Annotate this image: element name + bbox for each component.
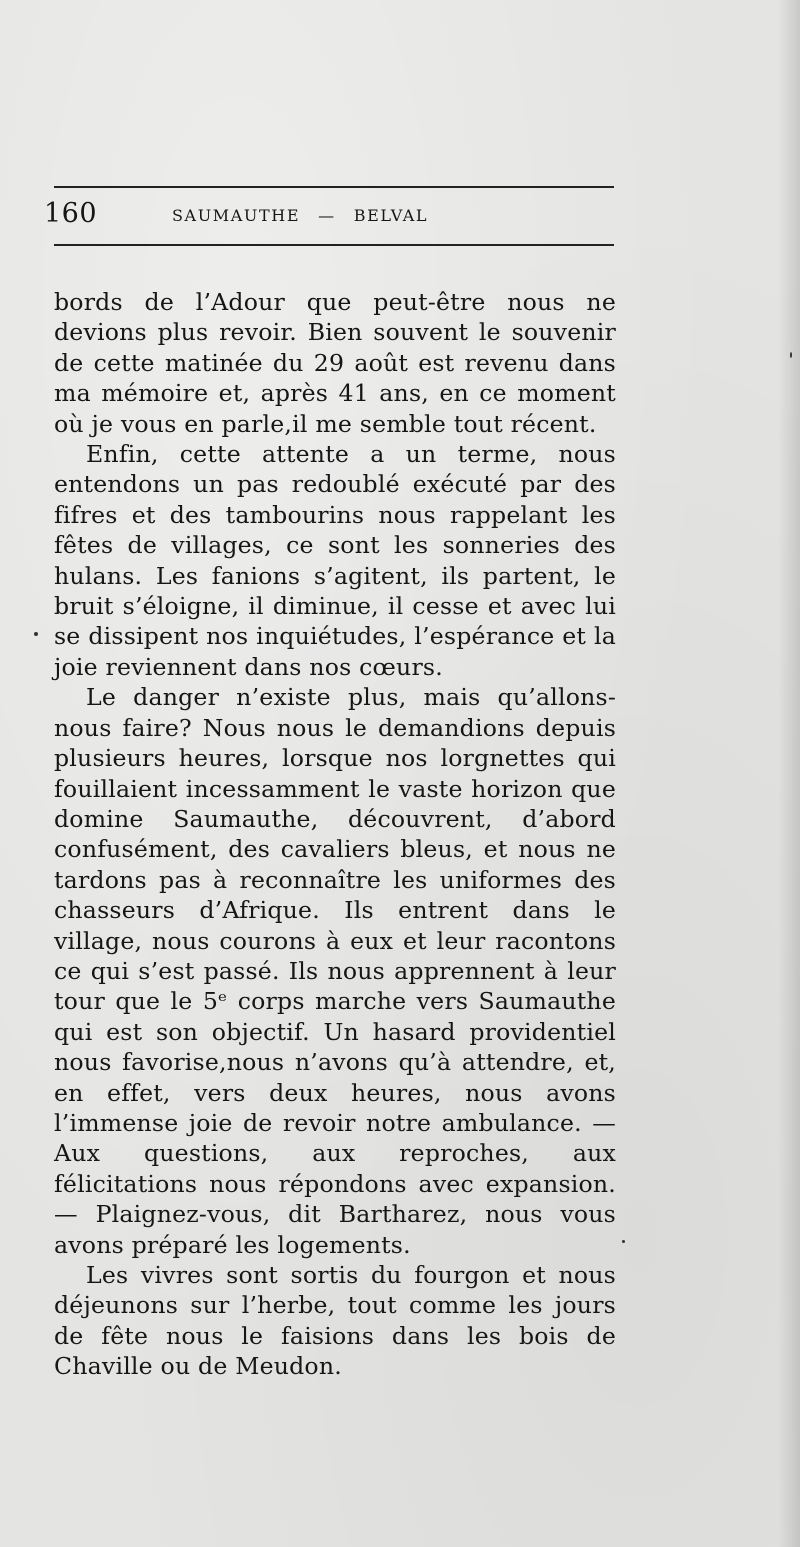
body-text [54,287,616,1382]
page-number: 160 [44,198,98,229]
header-rule-top [54,186,614,188]
ink-speck [622,1240,625,1243]
paragraph: Les vivres sont sortis du fourgon et nous déjeunons sur l’herbe, tout comme les jours de fête nous le faisions dans les bois de Chaville ou de Meudon. [54,1261,616,1381]
ink-speck [790,352,792,358]
running-head-left: SAUMAUTHE [172,206,301,225]
paragraph: Le danger n’existe plus, mais qu’allons-nous faire? Nous nous le demandions depuis plusieurs heures, lorsque nos lorgnettes qui fouillaient incessamment le vaste horizon que domine Saumauthe, découvrent, d’abord confusément, des cavaliers bleus, et nous ne tardons pas à reconnaître les uniformes des chasseurs d’Afrique. Ils entrent dans le village, nous courons à eux et leur racontons ce qui s’est passé. Ils nous apprennent à leur tour que le 5ᵉ corps marche vers Saumauthe qui est son objectif. Un hasard providentiel nous favorise,nous n’avons qu’à attendre, et, en effet, vers deux heures, nous avons l’immense joie de revoir notre ambulance. —Aux questions, aux reproches, aux félicitations nous répondons avec expansion. — Plaignez-vous, dit Bartharez, nous vous avons préparé les logements. [54,683,616,1259]
running-head-right: BELVAL [353,206,429,225]
page-header [40,198,640,238]
running-head [172,206,428,225]
header-rule-bottom [54,244,614,246]
running-head-dash: — [318,206,336,225]
ink-speck [34,632,38,636]
paragraph: bords de l’Adour que peut-être nous ne devions plus revoir. Bien souvent le souvenir de cette matinée du 29 août est revenu dans ma mémoire et, après 41 ans, en ce moment où je vous en parle,il me semble tout récent. [54,288,616,438]
page-edge-shadow [778,0,800,1547]
paragraph: Enfin, cette attente a un terme, nous entendons un pas redoublé exécuté par des fifres et des tambourins nous rappelant les fêtes de villages, ce sont les sonneries des hulans. Les fanions s’agitent, ils partent, le bruit s’éloigne, il diminue, il cesse et avec lui se dissipent nos inquiétudes, l’espérance et la joie reviennent dans nos cœurs. [54,440,616,681]
